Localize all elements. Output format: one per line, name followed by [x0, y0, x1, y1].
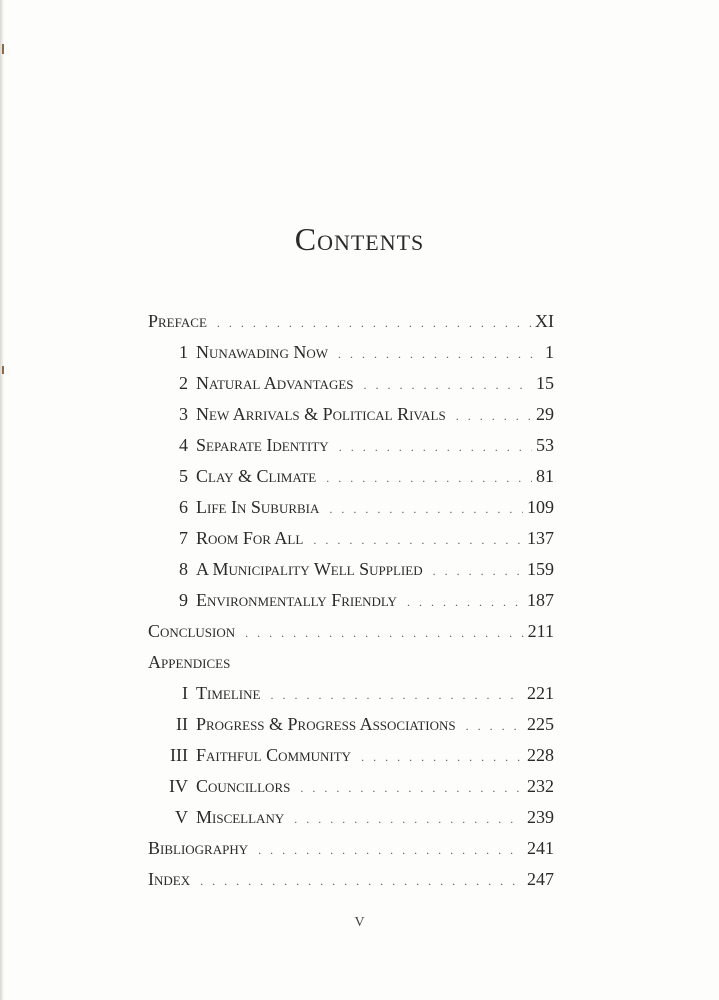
toc-entry-label: Clay & Climate	[196, 466, 317, 486]
toc-entry-number: 7	[179, 528, 188, 548]
toc-entry-number: 3	[179, 404, 188, 424]
page-edge	[0, 0, 4, 1000]
toc-entry-label: Preface	[148, 311, 207, 331]
toc-entry-page: 109	[527, 497, 554, 517]
toc-entry-chapter-6	[148, 492, 554, 523]
toc-entry-page: 241	[527, 838, 554, 858]
toc-entry-number: 8	[179, 559, 188, 579]
dot-leader	[200, 866, 523, 897]
edge-mark	[2, 366, 4, 374]
toc-entry-page: 247	[527, 869, 554, 889]
toc-entry-appendices	[148, 647, 554, 678]
toc-entry-page: 1	[545, 342, 554, 362]
toc-entry-page: 137	[527, 528, 554, 548]
dot-leader	[294, 804, 523, 835]
toc-entry-page: 221	[527, 683, 554, 703]
toc-entry-label: Conclusion	[148, 621, 236, 641]
toc-entry-number: 2	[179, 373, 188, 393]
toc-entry-page: 211	[527, 621, 554, 641]
toc-entry-chapter-1	[148, 337, 554, 368]
toc-entry-label: Appendices	[148, 652, 231, 672]
toc-entry-number: III	[170, 745, 188, 765]
toc-entry-page: 81	[536, 466, 554, 486]
toc-entry-page: XI	[535, 311, 554, 331]
toc-entry-label: A Municipality Well Supplied	[196, 559, 423, 579]
toc-entry-index	[148, 864, 554, 895]
toc-entry-chapter-7	[148, 523, 554, 554]
toc-entry-number: 5	[179, 466, 188, 486]
toc-entry-label: New Arrivals & Political Rivals	[196, 404, 446, 424]
toc-entry-page: 228	[527, 745, 554, 765]
dot-leader	[300, 773, 523, 804]
toc-entry-chapter-3	[148, 399, 554, 430]
dot-leader	[217, 308, 531, 339]
toc-entry-appendix-ii	[148, 709, 554, 740]
toc-entry-number: 6	[179, 497, 188, 517]
toc-entry-appendix-i	[148, 678, 554, 709]
dot-leader	[258, 835, 523, 866]
toc-entry-number: 4	[179, 435, 188, 455]
toc-entry-preface	[148, 306, 554, 337]
toc-entry-label: Separate Identity	[196, 435, 329, 455]
toc-entry-chapter-8	[148, 554, 554, 585]
toc-entry-number: I	[182, 683, 188, 703]
contents-title: Contents	[294, 221, 425, 257]
toc-entry-label: Life In Suburbia	[196, 497, 320, 517]
dot-leader	[339, 432, 532, 463]
toc-entry-chapter-2	[148, 368, 554, 399]
toc-entry-label: Faithful Community	[196, 745, 352, 765]
dot-leader	[270, 680, 523, 711]
toc-entry-page: 187	[527, 590, 554, 610]
toc-entry-number: V	[175, 807, 188, 827]
toc-entry-label: Natural Advantages	[196, 373, 354, 393]
toc-entry-chapter-9	[148, 585, 554, 616]
dot-leader	[313, 525, 523, 556]
toc-entry-page: 53	[536, 435, 554, 455]
toc-entry-page: 159	[527, 559, 554, 579]
dot-leader	[407, 587, 523, 618]
dot-leader	[466, 711, 523, 742]
toc-entry-label: Timeline	[196, 683, 261, 703]
toc-entry-appendix-iii	[148, 740, 554, 771]
page-number: V	[354, 915, 365, 930]
dot-leader	[456, 401, 532, 432]
toc-entry-chapter-4	[148, 430, 554, 461]
dot-leader	[326, 463, 532, 494]
dot-leader	[338, 339, 541, 370]
dot-leader	[433, 556, 523, 587]
edge-mark	[2, 44, 4, 54]
toc-entry-label: Miscellany	[196, 807, 285, 827]
toc-entry-chapter-5	[148, 461, 554, 492]
toc-entry-conclusion	[148, 616, 554, 647]
toc-entry-number: IV	[169, 776, 188, 796]
toc-entry-label: Bibliography	[148, 838, 249, 858]
toc-entry-page: 29	[536, 404, 554, 424]
toc-entry-label: Progress & Progress Associations	[196, 714, 456, 734]
dot-leader	[364, 370, 532, 401]
toc-entry-label: Room For All	[196, 528, 304, 548]
toc-entry-appendix-iv	[148, 771, 554, 802]
dot-leader	[329, 494, 523, 525]
toc-entry-label: Nunawading Now	[196, 342, 328, 362]
table-of-contents	[148, 306, 554, 895]
toc-entry-label: Environmentally Friendly	[196, 590, 397, 610]
toc-entry-page: 239	[527, 807, 554, 827]
toc-entry-number: 9	[179, 590, 188, 610]
toc-entry-number: 1	[179, 342, 188, 362]
toc-entry-page: 225	[527, 714, 554, 734]
toc-entry-appendix-v	[148, 802, 554, 833]
toc-entry-label: Index	[148, 869, 191, 889]
dot-leader	[245, 618, 524, 649]
toc-entry-bibliography	[148, 833, 554, 864]
toc-entry-page: 15	[536, 373, 554, 393]
toc-entry-label: Councillors	[196, 776, 291, 796]
dot-leader	[361, 742, 523, 773]
toc-entry-number: II	[176, 714, 188, 734]
toc-entry-page: 232	[527, 776, 554, 796]
